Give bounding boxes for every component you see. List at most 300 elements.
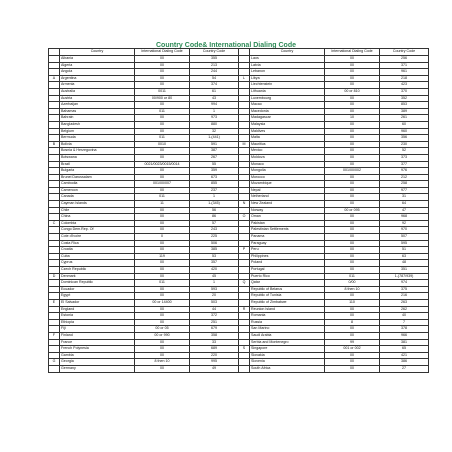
idc-cell: 00 (135, 207, 190, 214)
cc-cell: 595 (380, 240, 429, 247)
country-cell: Qatar (250, 280, 325, 287)
cc-cell: 506 (190, 240, 239, 247)
letter-cell: L (239, 75, 250, 82)
cc-cell: 261 (380, 115, 429, 122)
idc-cell: 00 (135, 214, 190, 221)
idc-cell: 00 (135, 115, 190, 122)
letter-cell (49, 253, 60, 260)
letter-cell: C (49, 220, 60, 227)
country-cell: Mongolia (250, 168, 325, 175)
letter-cell (239, 234, 250, 241)
country-cell: Argentina (60, 75, 135, 82)
letter-header (49, 49, 60, 56)
table-row (49, 88, 429, 95)
cc-cell: 218 (380, 75, 429, 82)
idc-cell: 00 (325, 227, 380, 234)
table-header-row (49, 49, 429, 56)
idc-cell: 00 (325, 352, 380, 359)
table-row (49, 313, 429, 320)
letter-cell (49, 227, 60, 234)
table-row (49, 227, 429, 234)
table-row (49, 359, 429, 366)
letter-cell (239, 332, 250, 339)
table-row (49, 306, 429, 313)
table-row (49, 102, 429, 109)
letter-cell (239, 115, 250, 122)
cc-header: Country Code (190, 49, 239, 56)
letter-cell (49, 135, 60, 142)
idc-cell: 00 (135, 286, 190, 293)
letter-cell (49, 319, 60, 326)
idc-cell: 0010 (135, 141, 190, 148)
letter-cell (49, 207, 60, 214)
country-cell: Cayman Islands (60, 201, 135, 208)
letter-cell (49, 128, 60, 135)
letter-cell: E (49, 299, 60, 306)
cc-cell: 60 (380, 121, 429, 128)
country-cell: Costa Rica (60, 240, 135, 247)
country-cell: Poland (250, 260, 325, 267)
table-row (49, 135, 429, 142)
idc-header: International Dialing Code (135, 49, 190, 56)
country-cell: Australia (60, 88, 135, 95)
cc-cell: 370 (380, 88, 429, 95)
idc-cell: 00 (135, 121, 190, 128)
country-cell: France (60, 339, 135, 346)
country-cell: Cyprus (60, 260, 135, 267)
idc-cell: 011 (135, 194, 190, 201)
cc-cell: 244 (190, 69, 239, 76)
country-cell: Bosnia & Herzegovina (60, 148, 135, 155)
letter-cell (49, 260, 60, 267)
idc-cell: 00 (135, 148, 190, 155)
country-cell: China (60, 214, 135, 221)
cc-cell: 267 (190, 154, 239, 161)
cc-cell: 32 (190, 128, 239, 135)
cc-cell: 853 (380, 102, 429, 109)
country-cell: Angola (60, 69, 135, 76)
idc-cell: 001/00/007 (135, 181, 190, 188)
idc-cell: 00 (325, 95, 380, 102)
idc-cell: 00 (135, 168, 190, 175)
country-cell: Finland (60, 332, 135, 339)
country-cell: Bermuda (60, 135, 135, 142)
idc-cell: 00 (135, 352, 190, 359)
idc-cell: 00 (135, 154, 190, 161)
country-cell: Brunei Darussalam (60, 174, 135, 181)
table-row (49, 234, 429, 241)
table-row (49, 365, 429, 372)
cc-cell: 689 (190, 346, 239, 353)
country-cell: Philippines (250, 253, 325, 260)
cc-cell: 1 (190, 280, 239, 287)
letter-cell (49, 187, 60, 194)
page-title: Country Code& International Dialing Code (155, 42, 296, 49)
idc-cell: 0011 (135, 88, 190, 95)
country-header: Country (250, 49, 325, 56)
idc-cell: 00 (325, 102, 380, 109)
table-row (49, 161, 429, 168)
cc-cell: 52 (380, 148, 429, 155)
country-cell: Liechtenstein (250, 82, 325, 89)
letter-cell (239, 88, 250, 95)
letter-cell (239, 148, 250, 155)
table-row (49, 194, 429, 201)
table-row (49, 154, 429, 161)
cc-cell: 371 (380, 62, 429, 69)
letter-cell (49, 181, 60, 188)
table-row (49, 240, 429, 247)
letter-cell (239, 161, 250, 168)
country-cell: Botswana (60, 154, 135, 161)
table-row (49, 168, 429, 175)
country-cell: Albania (60, 56, 135, 63)
country-cell: Colombia (60, 220, 135, 227)
letter-cell (239, 339, 250, 346)
letter-cell: F (49, 332, 60, 339)
country-cell: South Africa (250, 365, 325, 372)
table-row (49, 207, 429, 214)
letter-cell (239, 359, 250, 366)
country-cell: Germany (60, 365, 135, 372)
table-row (49, 115, 429, 122)
idc-cell: 00 (135, 260, 190, 267)
table-row (49, 346, 429, 353)
country-cell: Lebanon (250, 69, 325, 76)
idc-cell: 00 or 990 (135, 332, 190, 339)
cc-cell: 220 (190, 352, 239, 359)
table-row (49, 253, 429, 260)
letter-cell (239, 319, 250, 326)
cc-cell: 251 (190, 319, 239, 326)
letter-cell (239, 220, 250, 227)
letter-cell (49, 339, 60, 346)
cc-cell: 86 (190, 214, 239, 221)
idc-cell: 00 (325, 306, 380, 313)
idc-cell: 00 (135, 293, 190, 300)
letter-cell (49, 194, 60, 201)
idc-cell: 0 (135, 234, 190, 241)
letter-cell (239, 121, 250, 128)
idc-cell: 00 (135, 56, 190, 63)
idc-cell: 00 (135, 174, 190, 181)
letter-cell (49, 168, 60, 175)
cc-cell: 49 (190, 365, 239, 372)
cc-cell: 55 (190, 161, 239, 168)
cc-cell: 31 (380, 194, 429, 201)
cc-cell: 47 (380, 207, 429, 214)
letter-cell (239, 326, 250, 333)
letter-cell (239, 181, 250, 188)
letter-cell (49, 365, 60, 372)
country-cell: Chile (60, 207, 135, 214)
idc-cell: 00 (325, 154, 380, 161)
country-cell: Estonia (60, 313, 135, 320)
letter-cell (49, 82, 60, 89)
letter-cell (49, 154, 60, 161)
idc-cell: 8 (325, 319, 380, 326)
idc-cell: 8 then 10 (135, 359, 190, 366)
country-cell: Serbia and Montenegro (250, 339, 325, 346)
country-cell: Croatia (60, 247, 135, 254)
cc-cell: 995 (190, 359, 239, 366)
country-cell: Bulgaria (60, 168, 135, 175)
cc-cell: 262 (380, 306, 429, 313)
letter-cell: M (239, 141, 250, 148)
idc-cell: 0/00 (325, 280, 380, 287)
table-row (49, 260, 429, 267)
dialing-code-table (48, 48, 429, 373)
cc-cell: 966 (380, 332, 429, 339)
table-row (49, 148, 429, 155)
cc-cell: 356 (380, 135, 429, 142)
letter-cell (49, 240, 60, 247)
cc-cell: 593 (190, 286, 239, 293)
country-cell: French Polynesia (60, 346, 135, 353)
cc-cell: 994 (190, 102, 239, 109)
letter-cell (49, 286, 60, 293)
idc-cell: 00 (135, 267, 190, 274)
country-cell: Oman (250, 214, 325, 221)
letter-cell (49, 234, 60, 241)
idc-cell: 00 (135, 319, 190, 326)
country-cell: Egypt (60, 293, 135, 300)
cc-cell: 374 (190, 82, 239, 89)
cc-cell: 1 (190, 194, 239, 201)
cc-cell: 243 (190, 227, 239, 234)
table-row (49, 62, 429, 69)
cc-cell: 1-(441) (190, 135, 239, 142)
idc-cell: 00 (325, 128, 380, 135)
letter-cell (239, 135, 250, 142)
country-cell: Singapore (250, 346, 325, 353)
letter-cell (49, 102, 60, 109)
country-cell: Georgia (60, 359, 135, 366)
letter-cell: A (49, 75, 60, 82)
country-cell: Peru (250, 247, 325, 254)
country-cell: Fiji (60, 326, 135, 333)
cc-cell: 358 (190, 332, 239, 339)
cc-cell: 1-(345) (190, 201, 239, 208)
table-row (49, 286, 429, 293)
idc-cell: 011 (135, 280, 190, 287)
letter-cell (239, 313, 250, 320)
table-row (49, 247, 429, 254)
table-row (49, 187, 429, 194)
country-cell: Saudi Arabia (250, 332, 325, 339)
letter-cell (239, 207, 250, 214)
letter-cell (49, 267, 60, 274)
letter-cell (49, 346, 60, 353)
letter-cell (49, 313, 60, 320)
idc-cell: 011 (135, 135, 190, 142)
country-cell: Pakistan (250, 220, 325, 227)
country-cell: San Marino (250, 326, 325, 333)
idc-cell: 00 (135, 365, 190, 372)
country-cell: Bahamas (60, 108, 135, 115)
idc-cell: 00 (325, 141, 380, 148)
letter-cell: Q (239, 280, 250, 287)
country-cell: Belgium (60, 128, 135, 135)
idc-cell: 00/900 or 80 (135, 95, 190, 102)
letter-cell: N (239, 201, 250, 208)
idc-cell: 00 (325, 69, 380, 76)
cc-cell: 63 (380, 253, 429, 260)
country-cell: Netherland (250, 194, 325, 201)
table-row (49, 174, 429, 181)
table-row (49, 56, 429, 63)
cc-cell: 45 (190, 273, 239, 280)
cc-cell: 48 (380, 260, 429, 267)
cc-cell: 7 (380, 319, 429, 326)
letter-cell (49, 201, 60, 208)
cc-cell: 237 (190, 187, 239, 194)
idc-cell: 00 (135, 227, 190, 234)
country-cell: Puerto Rico (250, 273, 325, 280)
country-cell: Brazil (60, 161, 135, 168)
country-cell: Madagascar (250, 115, 325, 122)
country-cell: Slovenia (250, 359, 325, 366)
country-cell: Russia (250, 319, 325, 326)
country-cell: Malaysia (250, 121, 325, 128)
cc-cell: 386 (380, 359, 429, 366)
idc-cell: 00 (325, 214, 380, 221)
cc-cell: 373 (380, 154, 429, 161)
idc-cell: 00 (325, 247, 380, 254)
cc-cell: 258 (380, 181, 429, 188)
country-cell: Norway (250, 207, 325, 214)
letter-cell (239, 95, 250, 102)
country-cell: Congo Dem.Rep. Of (60, 227, 135, 234)
country-cell: Luxembourg (250, 95, 325, 102)
table-row (49, 75, 429, 82)
table-row (49, 181, 429, 188)
table-row (49, 332, 429, 339)
letter-cell (49, 88, 60, 95)
cc-cell: 880 (190, 121, 239, 128)
cc-cell: 213 (190, 62, 239, 69)
table-row (49, 82, 429, 89)
letter-cell (49, 280, 60, 287)
letter-cell (239, 299, 250, 306)
idc-cell: 00 (325, 201, 380, 208)
cc-cell: 976 (380, 168, 429, 175)
letter-cell: O (239, 214, 250, 221)
idc-cell: 00 (325, 187, 380, 194)
letter-cell: D (49, 273, 60, 280)
idc-cell: 00 (325, 174, 380, 181)
letter-cell (49, 214, 60, 221)
idc-cell: 00 (325, 313, 380, 320)
idc-cell: 00 (135, 82, 190, 89)
letter-cell (49, 121, 60, 128)
country-cell: Portugal (250, 267, 325, 274)
idc-cell: 00 (135, 306, 190, 313)
cc-header: Country Code (380, 49, 429, 56)
idc-cell: 00 (135, 75, 190, 82)
country-cell: Romania (250, 313, 325, 320)
country-cell: Republic of Zimbabwe (250, 299, 325, 306)
country-cell: Macao (250, 102, 325, 109)
cc-cell: 377 (380, 161, 429, 168)
country-cell: Mexico (250, 148, 325, 155)
cc-cell: 960 (380, 128, 429, 135)
cc-cell: 679 (190, 326, 239, 333)
idc-cell: 00 (135, 247, 190, 254)
cc-cell: 53 (190, 253, 239, 260)
cc-cell: 375 (380, 286, 429, 293)
cc-cell: 503 (190, 299, 239, 306)
letter-cell (239, 187, 250, 194)
cc-cell: 216 (380, 293, 429, 300)
idc-cell: 001 or 002 (325, 346, 380, 353)
letter-cell: R (239, 306, 250, 313)
country-cell: Panama (250, 234, 325, 241)
idc-cell: 00 (135, 62, 190, 69)
letter-cell: G (49, 359, 60, 366)
idc-cell: 00 (135, 220, 190, 227)
letter-cell (239, 69, 250, 76)
cc-cell: 381 (380, 339, 429, 346)
cc-cell: 92 (380, 220, 429, 227)
country-cell: Denmark (60, 273, 135, 280)
idc-cell: 00 (325, 332, 380, 339)
idc-cell: 00 or 810 (325, 88, 380, 95)
country-cell: Czech Republic (60, 267, 135, 274)
cc-cell: 212 (380, 174, 429, 181)
country-cell: Canada (60, 194, 135, 201)
cc-cell: 387 (190, 148, 239, 155)
table-row (49, 108, 429, 115)
letter-cell (239, 293, 250, 300)
idc-cell: 00 (135, 187, 190, 194)
letter-cell (239, 286, 250, 293)
idc-cell: 00 (135, 240, 190, 247)
country-cell: Palestinian Settlements (250, 227, 325, 234)
idc-cell: 00 (325, 253, 380, 260)
letter-cell (49, 174, 60, 181)
country-cell: Cuba (60, 253, 135, 260)
country-cell: Maldives (250, 128, 325, 135)
country-cell: Cambodia (60, 181, 135, 188)
idc-cell: 00 (135, 346, 190, 353)
cc-cell: 507 (380, 234, 429, 241)
idc-cell: 00 (325, 161, 380, 168)
country-cell: Bolivia (60, 141, 135, 148)
letter-cell (239, 174, 250, 181)
country-cell: Austria (60, 95, 135, 102)
letter-cell: S (239, 346, 250, 353)
idc-cell: 00 (325, 326, 380, 333)
idc-cell: 00 (325, 62, 380, 69)
letter-cell (239, 108, 250, 115)
cc-cell: 423 (380, 82, 429, 89)
cc-cell: 225 (190, 234, 239, 241)
country-cell: Armenia (60, 82, 135, 89)
country-cell: Latvia (250, 62, 325, 69)
letter-cell (49, 161, 60, 168)
cc-cell: 673 (190, 174, 239, 181)
country-cell: England (60, 306, 135, 313)
cc-cell: 56 (190, 207, 239, 214)
letter-cell (49, 108, 60, 115)
letter-cell (49, 62, 60, 69)
table-row (49, 293, 429, 300)
idc-cell: 0021/0023/0015/0014 (135, 161, 190, 168)
idc-cell: 00 (325, 75, 380, 82)
idc-cell: 00 (325, 234, 380, 241)
country-cell: Libya (250, 75, 325, 82)
